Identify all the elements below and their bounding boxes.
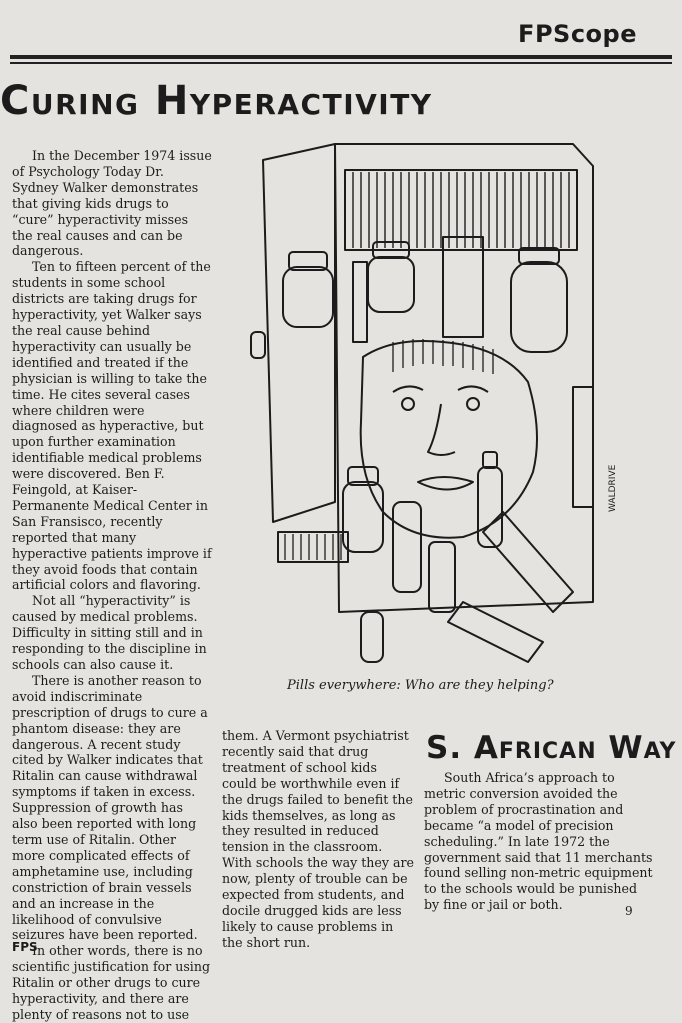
paragraph: Not all “hyperactivity” is caused by medical problems. Difficulty in sitting still and in responding to the discipline in schools can also cause it.	[12, 593, 207, 672]
right-eye	[467, 398, 479, 410]
paragraph: Ten to fifteen percent of the students in some school districts are taking drugs for hyperactivity, yet Walker says the real cause behind hyperactivity can usually be identified and treated if the physician is willing to take the time. He cites several cases where children were diagnosed as hyperactive, but upon further examination identifiable medical problems were discovered. Ben F. Feingold, at Kaiser-Permanente Medical Center in San Fransisco, recently reported that many hyperactive patients improve if they avoid foods that contain artificial colors and flavoring.	[12, 259, 212, 593]
sidebar-article-title: S. African Way	[426, 730, 677, 766]
side-panel	[573, 387, 593, 507]
mouth	[418, 477, 473, 490]
paragraph: In the December 1974 issue of Psychology Today Dr. Sydney Walker demonstrates that giving kids drugs to “cure” hyperactivity misses the real causes and can be dangerous.	[12, 148, 212, 259]
paragraph: In other words, there is no scientific justification for using Ritalin or other drugs to cure hyperactivity, and there are plenty of reasons not to use	[12, 943, 211, 1022]
sidebar-article-column	[424, 770, 654, 913]
pill-bottle	[393, 502, 421, 592]
narrow-box	[353, 262, 367, 342]
pill-jar	[511, 262, 567, 352]
artist-signature: WALDRIVE	[608, 464, 618, 512]
door-handle	[251, 332, 265, 358]
masthead: FPScope	[518, 20, 637, 48]
article-column-2	[222, 728, 414, 951]
nose	[428, 404, 455, 455]
page-number: 9	[625, 904, 633, 918]
pill-cabinet-illustration	[243, 142, 668, 672]
face	[361, 341, 537, 538]
pill-bottle	[478, 467, 502, 547]
eyebrows	[393, 386, 488, 392]
tall-box	[443, 237, 483, 337]
header-rule-thick	[10, 55, 672, 59]
box-leaning	[483, 512, 573, 612]
paragraph: South Africa’s approach to metric conversion avoided the problem of procrastination and became “a model of precision scheduling.” In late 1972 the government said that 11 merchants found selling non-metric equipment to the schools would be punished by fine or jail or both.	[424, 770, 653, 913]
pill-bottle	[361, 612, 383, 662]
paragraph: them. A Vermont psychiatrist recently said that drug treatment of school kids could be worthwhile even if the drugs failed to benefit the kids themselves, as long as they resulted in reduced tension in the classroom. With schools the way they are now, plenty of trouble can be expected from students, and docile drugged kids are less likely to cause problems in the short run.	[222, 728, 414, 950]
pill-bottle	[429, 542, 455, 612]
box-fallen	[448, 602, 543, 662]
cabinet-door	[263, 144, 335, 522]
pill-bottle	[283, 267, 333, 327]
header-rule-thin	[10, 62, 672, 64]
illustration-caption: Pills everywhere: Who are they helping?	[287, 678, 554, 693]
paragraph: There is another reason to avoid indiscriminate prescription of drugs to cure a phantom disease: they are dangerous. A recent study cited by Walker indicates that Ritalin can cause withdrawal symptoms if taken in excess. Suppression of growth has also been reported with long term use of Ritalin. Other more complicated effects of amphetamine use, including constriction of brain vessels and an increase in the likelihood of convulsive seizures have been reported.	[12, 672, 208, 943]
cabinet-frame	[335, 144, 593, 612]
footer-publication: FPS	[12, 940, 38, 954]
pill-bottle	[368, 257, 414, 312]
left-eye	[402, 398, 414, 410]
article-column-1	[12, 148, 212, 1023]
article-title: Curing Hyperactivity	[0, 78, 433, 124]
